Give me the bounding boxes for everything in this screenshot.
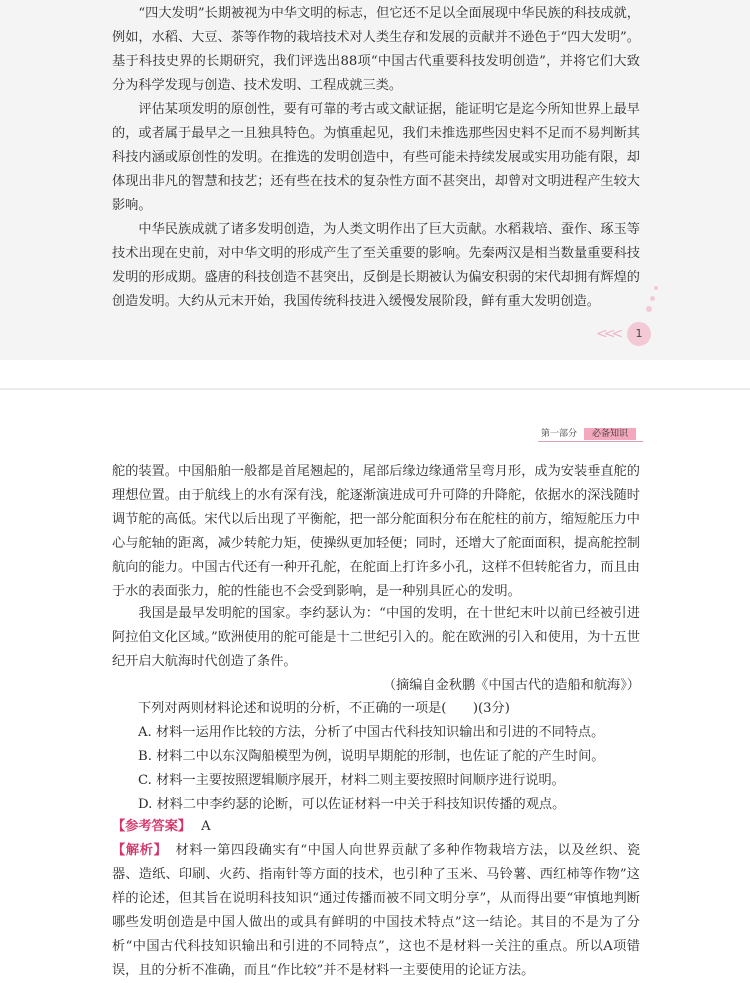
top-paragraph-3: 中华民族成就了诸多发明创造，为人类文明作出了巨大贡献。水稻栽培、蚕作、琢玉等技术出现在史前，对中华文明的形成产生了至关重要的影响。先秦两汉是相当数量重要科技发明的形成期。盛唐的科技创造不甚突出，反倒是长期被认为偏安积弱的宋代却拥有辉煌的创造发明。大约从元末开始，我国传统科技进入缓慢发展阶段，鲜有重大发明创造。 [112, 222, 640, 309]
top-paragraph-1: “四大发明”长期被视为中华文明的标志，但它还不足以全面展现中华民族的科技成就，例如，水稻、大豆、茶等作物的栽培技术对人类生存和发展的贡献并不逊色于“四大发明”。基于科技史界的长期研究，我们评选出88项“中国古代重要科技发明创造”，并将它们大致分为科学发现与创造、技术发明、工程成就三类。 [112, 6, 640, 93]
decor-dot [650, 296, 655, 301]
option-d: D. 材料二中李约瑟的论断，可以佐证材料一中关于科技知识传播的观点。 [138, 797, 566, 812]
bottom-paragraph-1: 舵的装置。中国船舶一般都是首尾翘起的，尾部后缘边缘通常呈弯月形，成为安装垂直舵的理想位置。由于航线上的水有深有浅，舵逐渐演进成可升可降的升降舵，依据水的深浅随时调节舵的高低。宋代以后出现了平衡舵，把一部分舵面积分布在舵柱的前方，缩短舵压力中心与舵轴的距离，减少转舵力矩，使操纵更加轻便；同时，还增大了舵面面积，提高舵控制航向的能力。中国古代还有一种开孔舵，在舵面上打许多小孔，这样不但转舵省力，而且由于水的表面张力，舵的性能也不会受到影响，是一种别具匠心的发明。 [112, 464, 640, 599]
top-paragraph-2: 评估某项发明的原创性，要有可靠的考古或文献证据，能证明它是迄今所知世界上最早的，或者属于最早之一且独具特色。为慎重起见，我们未推选那些因史料不足而不易判断其科技内涵或原创性的发明。在推选的发明创造中，有些可能未持续发展或实用功能有限，却体现出非凡的智慧和技艺；还有些在技术的复杂性方面不甚突出，却曾对文明进程产生较大影响。 [112, 102, 640, 213]
explanation-text: 材料一第四段确实有“中国人向世界贡献了多种作物栽培方法，以及丝织、瓷器、造纸、印刷、火药、指南针等方面的技术，也引种了玉米、马铃薯、西红柿等作物”这样的论述，但其旨在说明科技知识“通过传播而被不同文明分享”，从而得出要“审慎地判断哪些发明创造是中国人做出的或具有鲜明的中国技术特点”这一结论。其目的不是为了分析“中国古代科技知识输出和引进的不同特点”，这也不是材料一关注的重点。所以A项错误，且的分析不准确，而且“作比较”并不是材料一主要使用的论证方法。 [112, 843, 641, 978]
question-stem: 下列对两则材料论述和说明的分析，不正确的一项是( )(3分) [138, 701, 510, 716]
option-c: C. 材料一主要按照逻辑顺序展开，材料二则主要按照时间顺序进行说明。 [138, 773, 565, 788]
explanation-label: 【解析】 [112, 843, 168, 858]
source-citation: （摘编自金秋鹏《中国古代的造船和航海》） [382, 678, 640, 693]
section-underline [538, 441, 643, 442]
decor-dot [646, 306, 652, 312]
option-a: A. 材料一运用作比较的方法，分析了中国古代科技知识输出和引进的不同特点。 [138, 725, 605, 740]
explanation [112, 839, 640, 983]
page-number: 1 [627, 322, 651, 346]
section-name: 必备知识 [584, 428, 636, 440]
answer-label: 【参考答案】 [112, 819, 192, 834]
option-b: B. 材料二中以东汉陶船模型为例，说明早期舵的形制，也佐证了舵的产生时间。 [138, 749, 605, 764]
decor-dot [654, 286, 658, 290]
answer-line [112, 815, 640, 839]
bottom-paragraph-2: 我国是最早发明舵的国家。李约瑟认为：“中国的发明，在十世纪末叶以前已经被引进阿拉伯文化区域。”欧洲使用的舵可能是十二世纪引入的。舵在欧洲的引入和使用，为十五世纪开启大航海时代创造了条件。 [112, 606, 640, 669]
answer-value: A [201, 819, 211, 834]
section-part: 第一部分 [541, 429, 578, 439]
page-divider [0, 388, 750, 390]
section-tag [538, 427, 636, 441]
page-chevrons: <<< [596, 326, 620, 342]
